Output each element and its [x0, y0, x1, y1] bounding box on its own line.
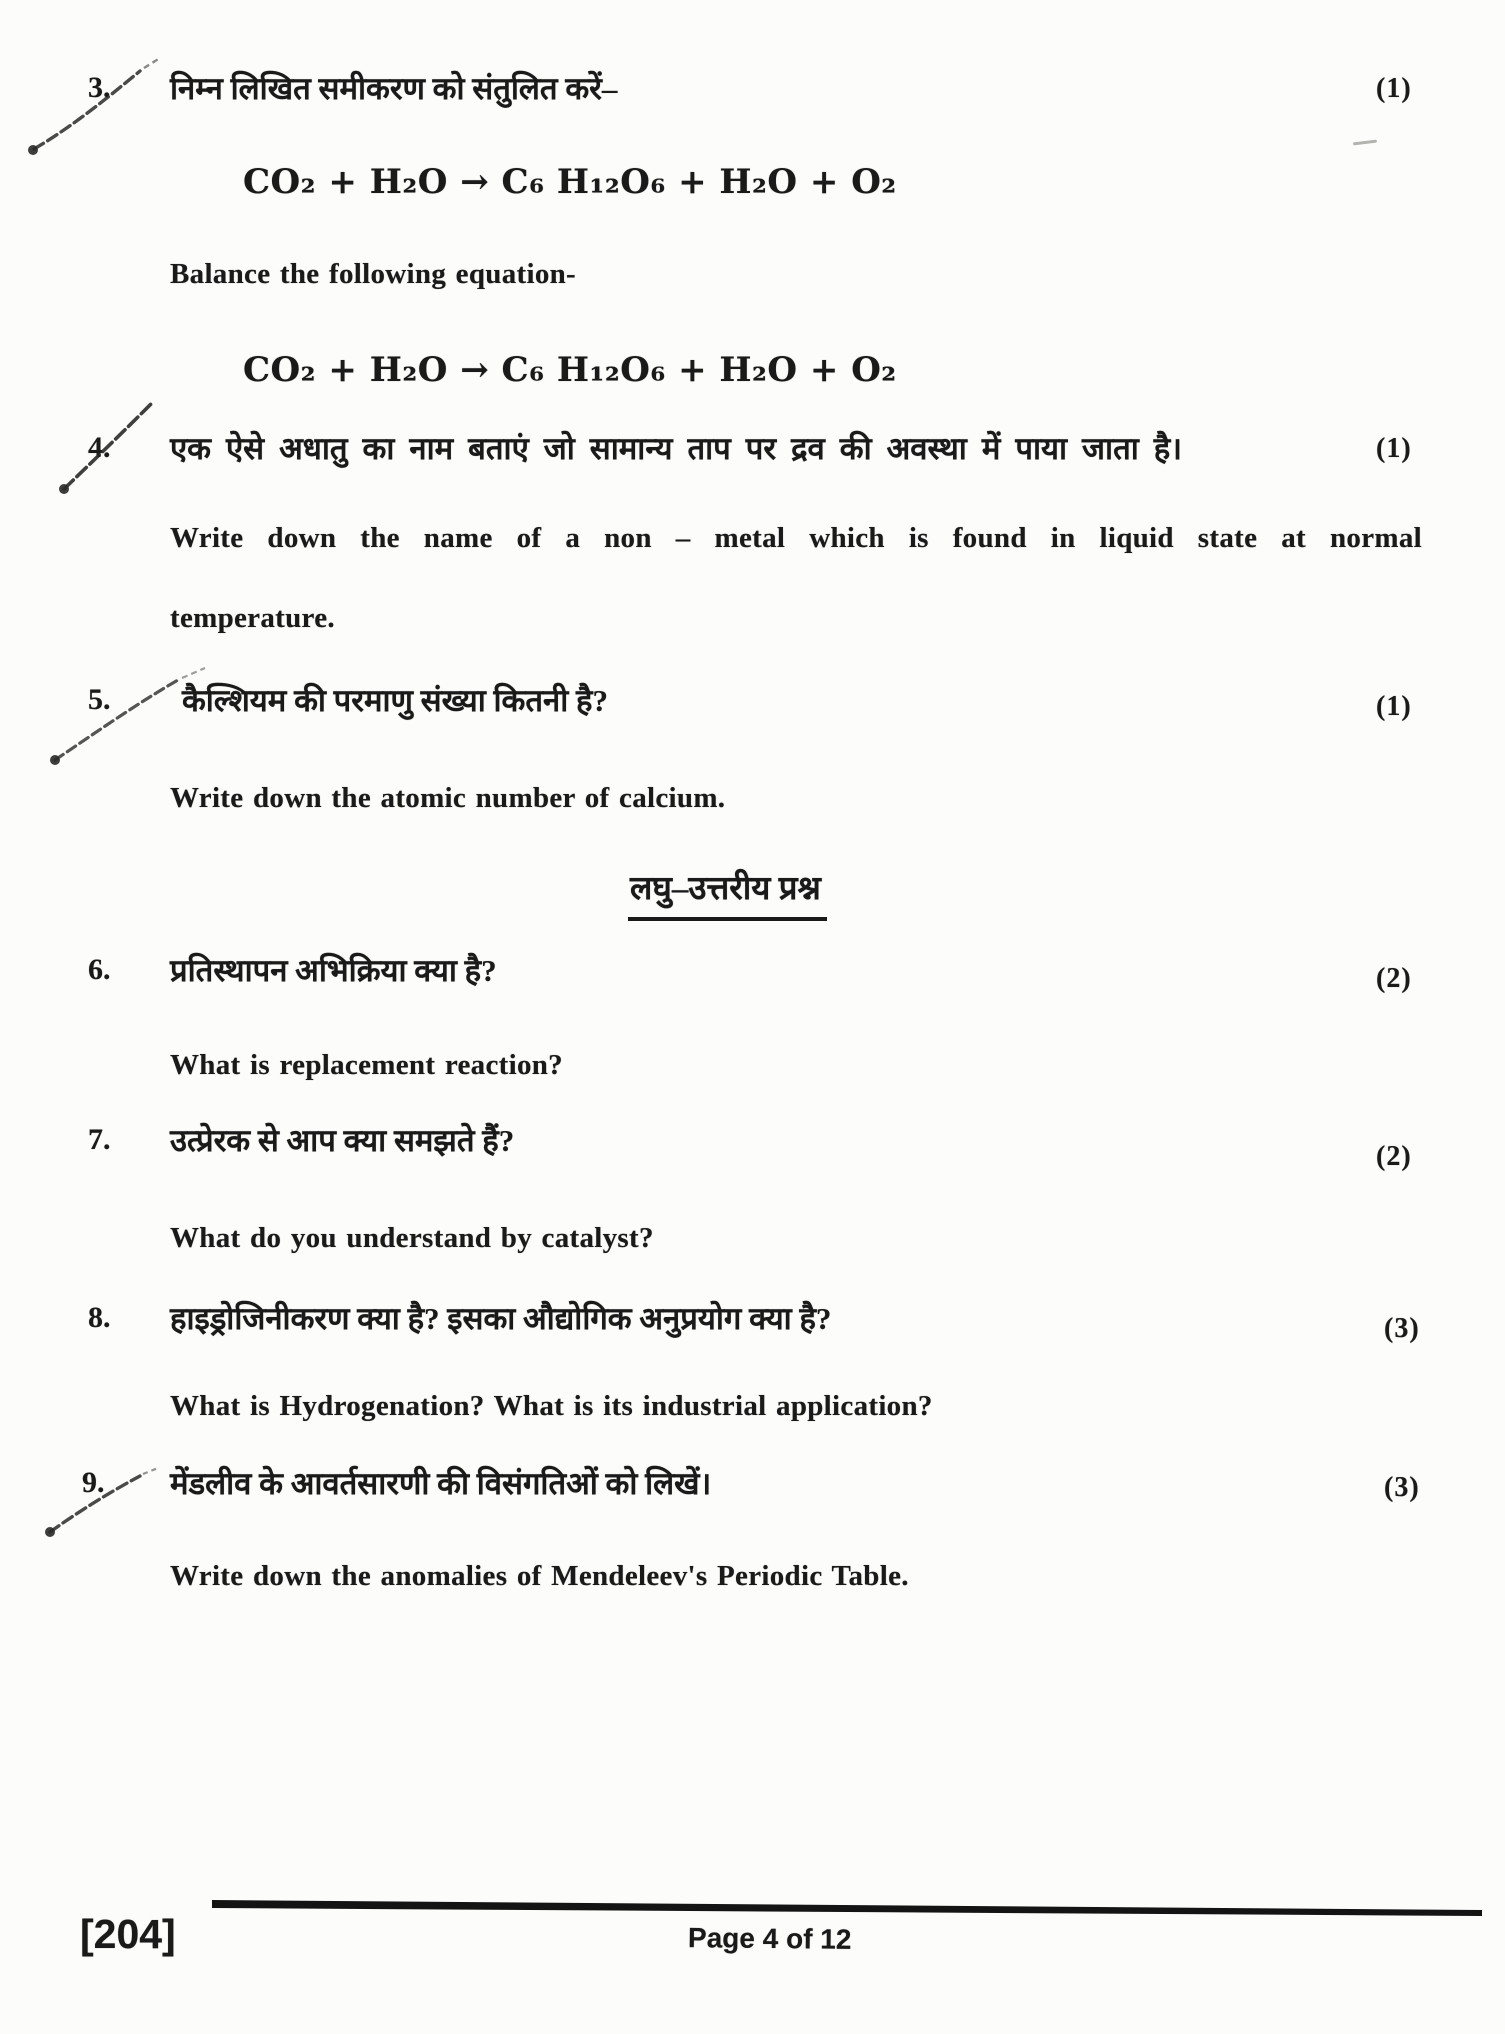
question-text-english: What is Hydrogenation? What is its industrial application?: [170, 1390, 933, 1422]
marks-badge: (1): [1376, 73, 1412, 104]
marks-badge: (3): [1384, 1313, 1420, 1344]
footer-page-number: Page 4 of 12: [687, 1922, 852, 1955]
question-text-english: Balance the following equation-: [170, 258, 577, 290]
question-text-hindi: निम्न लिखित समीकरण को संतुलित करें–: [170, 71, 618, 106]
scan-artifact-dash: [1353, 140, 1377, 146]
question-number: 8.: [88, 1301, 111, 1334]
question-text-hindi: एक ऐसे अधातु का नाम बताएं जो सामान्य ताप पर द्रव की अवस्था में पाया जाता है।: [170, 431, 1182, 466]
question-number: 4.: [88, 431, 111, 464]
question-text-english: What is replacement reaction?: [170, 1049, 563, 1081]
question-number: 6.: [88, 953, 111, 986]
chemical-equation: CO₂ + H₂O → C₆ H₁₂O₆ + H₂O + O₂: [243, 162, 897, 202]
question-text-hindi: हाइड्रोजिनीकरण क्या है? इसका औद्योगिक अनुप्रयोग क्या है?: [170, 1301, 832, 1336]
question-text-english: What do you understand by catalyst?: [170, 1222, 654, 1254]
marks-badge: (1): [1376, 433, 1412, 464]
marks-badge: (2): [1376, 963, 1412, 994]
question-text-english: temperature.: [170, 602, 335, 634]
question-text-english: Write down the atomic number of calcium.: [170, 782, 726, 814]
question-number: 9.: [82, 1466, 105, 1499]
question-text-hindi: उत्प्रेरक से आप क्या समझते हैं?: [170, 1123, 515, 1158]
section-heading: लघु–उत्तरीय प्रश्न: [628, 870, 827, 921]
question-number: 7.: [88, 1123, 111, 1156]
marks-badge: (3): [1384, 1472, 1420, 1503]
footer-rule: [212, 1900, 1482, 1916]
marks-badge: (2): [1376, 1141, 1412, 1172]
footer-code: [204]: [80, 1911, 176, 1957]
marks-badge: (1): [1376, 691, 1412, 722]
question-number: 3.: [88, 71, 111, 104]
question-number: 5.: [88, 683, 111, 716]
chemical-equation: CO₂ + H₂O → C₆ H₁₂O₆ + H₂O + O₂: [243, 350, 897, 390]
question-text-hindi: प्रतिस्थापन अभिक्रिया क्या है?: [170, 953, 497, 988]
question-text-hindi: मेंडलीव के आवर्तसारणी की विसंगतिओं को लिखें।: [170, 1466, 712, 1501]
question-text-hindi: कैल्शियम की परमाणु संख्या कितनी है?: [182, 683, 608, 718]
question-text-english: Write down the name of a non – metal which is found in liquid state at normal: [170, 522, 1422, 554]
question-text-english: Write down the anomalies of Mendeleev's Periodic Table.: [170, 1560, 909, 1592]
